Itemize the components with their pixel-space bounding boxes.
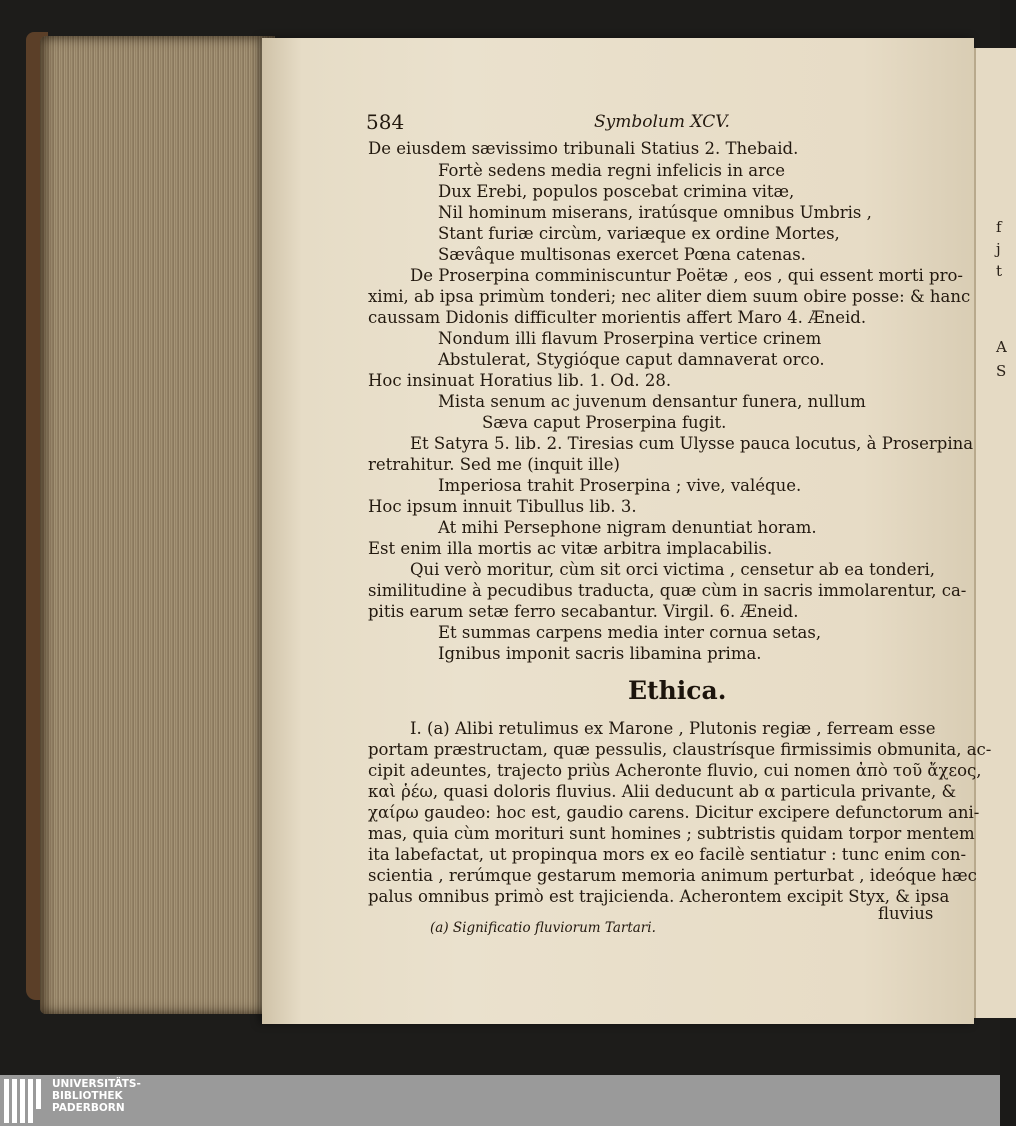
- catchword: fluvius: [878, 904, 934, 923]
- text-line: Hoc insinuat Horatius lib. 1. Od. 28.: [368, 371, 672, 390]
- running-title: Symbolum XCV.: [594, 112, 730, 132]
- text-line: Qui verò moritur, cùm sit orci victima , censetur ab ea tonderi,: [410, 560, 935, 579]
- text-line: χαίρω gaudeo: hoc est, gaudio carens. Dicitur excipere defunctorum ani-: [368, 803, 980, 822]
- text-line: mas, quia cùm morituri sunt homines ; subtristis quidam torpor mentem: [368, 824, 975, 843]
- library-name-line: PADERBORN: [52, 1102, 125, 1114]
- verse-line: Ignibus imponit sacris libamina prima.: [438, 644, 762, 663]
- facing-page-fragment: A: [996, 338, 1007, 356]
- verse-line: Nondum illi flavum Proserpina vertice crinem: [438, 329, 822, 348]
- text-line: pitis earum setæ ferro secabantur. Virgil. 6. Æneid.: [368, 602, 799, 621]
- facing-page-fragment: j: [996, 240, 1001, 258]
- text-line: portam præstructam, quæ pessulis, claustrísque firmissimis obmunita, ac-: [368, 740, 992, 759]
- text-line: caussam Didonis difficulter morientis affert Maro 4. Æneid.: [368, 308, 867, 327]
- verse-line: Stant furiæ circùm, variæque ex ordine Mortes,: [438, 224, 840, 243]
- verse-line: Mista senum ac juvenum densantur funera, nullum: [438, 392, 866, 411]
- text-line: καὶ ῥέω, quasi doloris fluvius. Alii deducunt ab α particula privante, &: [368, 782, 957, 801]
- verse-line: Sæva caput Proserpina fugit.: [482, 413, 727, 432]
- library-logo-icon: [0, 1079, 42, 1123]
- text-line: De eiusdem sævissimo tribunali Statius 2. Thebaid.: [368, 139, 799, 158]
- text-line: I. (a) Alibi retulimus ex Marone , Plutonis regiæ , ferream esse: [410, 719, 936, 738]
- verse-line: Dux Erebi, populos poscebat crimina vitæ,: [438, 182, 795, 201]
- verse-line: Nil hominum miserans, iratúsque omnibus Umbris ,: [438, 203, 872, 222]
- facing-page-fragment: t: [996, 262, 1003, 280]
- footnote: (a) Significatio fluviorum Tartari.: [430, 920, 656, 936]
- verse-line: Imperiosa trahit Proserpina ; vive, valéque.: [438, 476, 802, 495]
- text-line: Est enim illa mortis ac vitæ arbitra implacabilis.: [368, 539, 773, 558]
- library-name-line: UNIVERSITÄTS-: [52, 1078, 141, 1090]
- text-line: ximi, ab ipsa primùm tonderi; nec aliter diem suum obire posse: & hanc: [368, 287, 971, 306]
- text-line: palus omnibus primò est trajicienda. Acherontem excipit Styx, & ipsa: [368, 887, 950, 906]
- verse-line: Fortè sedens media regni infelicis in arce: [438, 161, 786, 180]
- library-name-line: BIBLIOTHEK: [52, 1090, 123, 1102]
- text-line: retrahitur. Sed me (inquit ille): [368, 455, 620, 474]
- library-footer: [0, 1075, 1000, 1126]
- text-line: scientia , rerúmque gestarum memoria animum perturbat , ideóque hæc: [368, 866, 977, 885]
- text-line: De Proserpina comminiscuntur Poëtæ , eos , qui essent morti pro-: [410, 266, 963, 285]
- text-line: Et Satyra 5. lib. 2. Tiresias cum Ulysse pauca locutus, à Proserpina: [410, 434, 974, 453]
- text-line: ita labefactat, ut propinqua mors ex eo facilè sentiatur : tunc enim con-: [368, 845, 967, 864]
- section-heading: Ethica.: [628, 676, 727, 705]
- text-line: similitudine à pecudibus traducta, quæ cùm in sacris immolarentur, ca-: [368, 581, 967, 600]
- text-line: cipit adeuntes, trajecto priùs Acheronte fluvio, cui nomen ἀπὸ τοῦ ἄχεος,: [368, 761, 982, 780]
- text-line: Hoc ipsum innuit Tibullus lib. 3.: [368, 497, 637, 516]
- verse-line: Abstulerat, Stygióque caput damnaverat orco.: [438, 350, 825, 369]
- facing-page-edge: [974, 48, 1016, 1018]
- verse-line: Et summas carpens media inter cornua setas,: [438, 623, 822, 642]
- facing-page-fragment: S: [996, 362, 1007, 380]
- facing-page-fragment: f: [996, 218, 1002, 236]
- verse-line: Sævâque multisonas exercet Pœna catenas.: [438, 245, 806, 264]
- library-name: [52, 1078, 141, 1114]
- verse-line: At mihi Persephone nigram denuntiat horam.: [438, 518, 817, 537]
- page-edges: [40, 36, 275, 1014]
- page-number: 584: [366, 110, 405, 134]
